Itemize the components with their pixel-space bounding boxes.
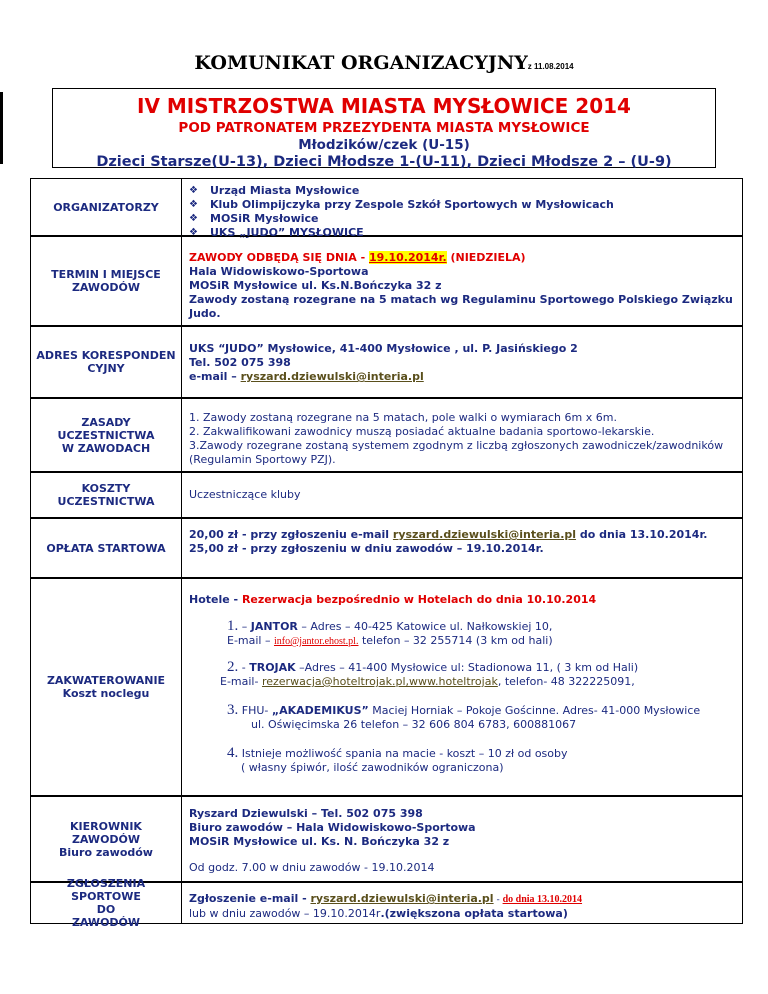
diamond-bullet-icon: ❖ [189, 227, 198, 238]
row-organizers [30, 178, 743, 239]
row-rules [30, 398, 743, 472]
row-accommodation [30, 578, 743, 796]
row-manager [30, 796, 743, 882]
manager-details: Ryszard Dziewulski – Tel. 502 075 398 Biuro zawodów – Hala Widowiskowo-Sportowa MOSiR Mysłowice ul. Ks. N. Bończyka 32 z Od godz. 7.00 w dniu zawodów - 19.10.2014 [189, 807, 476, 874]
heading-text: KOMUNIKAT ORGANIZACYJNY [194, 52, 528, 74]
email-link[interactable]: info@jantor.ehost.pl. [273, 636, 359, 647]
event-date: 19.10.2014r. [369, 251, 447, 264]
email-link[interactable]: rezerwacja@hoteltrojak.pl,www.hoteltrojak [261, 675, 498, 688]
organizers-list [189, 184, 734, 239]
diamond-bullet-icon: ❖ [189, 199, 198, 210]
row-costs [30, 472, 743, 518]
email-link[interactable]: ryszard.dziewulski@interia.pl [240, 370, 424, 383]
title-box [52, 88, 716, 168]
patronage-line: POD PATRONATEM PRZEZYDENTA MIASTA MYSŁOWICE [178, 120, 590, 136]
email-link[interactable]: ryszard.dziewulski@interia.pl [310, 892, 494, 905]
rules-label: ZASADY UCZESTNICTWA W ZAWODACH [31, 399, 182, 471]
email-link[interactable]: ryszard.dziewulski@interia.pl [392, 528, 577, 541]
list-item: ❖ Urząd Miasta Mysłowice [189, 184, 360, 197]
hotel-1: 1. – JANTOR – Adres – 40-425 Katowice ul. Nałkowskiej 10, E-mail – info@jantor.ehost.pl. telefon – 32 255714 (3 km od hali) [227, 618, 553, 647]
diamond-bullet-icon: ❖ [189, 185, 198, 196]
costs-value: Uczestniczące kluby [189, 488, 301, 501]
manager-label: KIEROWNIK ZAWODÓW Biuro zawodów [31, 797, 182, 881]
hotel-3: 3. FHU- „AKADEMIKUS” Maciej Horniak – Pokoje Gościnne. Adres- 41-000 Mysłowice ul. Oświęcimska 26 telefon – 32 606 804 6783, 600881067 [227, 702, 701, 731]
venue-label: TERMIN I MIEJSCE ZAWODÓW [31, 237, 182, 325]
venue-details: ZAWODY ODBĘDĄ SIĘ DNIA - 19.10.2014r. (NIEDZIELA) Hala Widowiskowo-Sportowa MOSiR Mysłowice ul. Ks.N.Bończyka 32 z Zawody zostaną rozegrane na 5 matach wg Regulaminu Sportowego Polskiego Związku Judo. [189, 251, 733, 320]
list-item: ❖ Klub Olimpijczyka przy Zespole Szkół Sportowych w Mysłowicach [189, 198, 614, 211]
row-venue [30, 236, 743, 326]
accommodation-label: ZAKWATEROWANIE Koszt noclegu [31, 579, 182, 795]
fee-details: 20,00 zł - przy zgłoszeniu e-mail ryszard.dziewulski@interia.pl do dnia 13.10.2014r. 25,00 zł - przy zgłoszeniu w dniu zawodów – 19.10.2014r. [189, 528, 708, 555]
list-item: ❖ MOSiR Mysłowice [189, 212, 319, 225]
hotel-4: 4. Istnieje możliwość spania na macie - koszt – 10 zł od osoby ( własny śpiwór, ilość zawodników ograniczona) [227, 745, 568, 774]
fee-label: OPŁATA STARTOWA [31, 519, 182, 577]
correspondence-label: ADRES KORESPONDENCYJNY [31, 327, 182, 397]
document-heading [0, 52, 768, 74]
category-line-1: Młodzików/czek (U-15) [298, 137, 470, 153]
row-fee [30, 518, 743, 578]
category-line-2: Dzieci Starsze(U-13), Dzieci Młodsze 1-(U-11), Dzieci Młodsze 2 – (U-9) [96, 154, 672, 170]
accommodation-details [189, 579, 734, 795]
row-registration [30, 877, 743, 929]
hotels-note: Hotele - Rezerwacja bezpośrednio w Hotelach do dnia 10.10.2014 [189, 593, 597, 606]
deadline-text: do dnia 13.10.2014 [502, 894, 583, 905]
list-item: ❖ UKS „JUDO” MYSŁOWICE [189, 226, 364, 239]
costs-label: KOSZTY UCZESTNICTWA [31, 473, 182, 517]
hotel-2: 2. - TROJAK –Adres – 41-400 Mysłowice ul: Stadionowa 11, ( 3 km od Hali) E-mail- rezerwacja@hoteltrojak.pl,www.hoteltrojak, telefon- 48 322225091, [220, 659, 639, 688]
rules-details: 1. Zawody zostaną rozegrane na 5 matach, pole walki o wymiarach 6m x 6m. 2. Zakwalifikowani zawodnicy muszą posiadać aktualne badania sportowo-lekarskie. 3.Zawody rozegrane zostaną systemem zgodnym z liczbą zgłoszonych zawodniczek/zawodników (Regulamin Sportowy PZJ). [189, 411, 724, 466]
organizers-label: ORGANIZATORZY [31, 179, 182, 235]
event-title: IV MISTRZOSTWA MIASTA MYSŁOWICE 2014 [137, 94, 631, 118]
correspondence-details: UKS “JUDO” Mysłowice, 41-400 Mysłowice , ul. P. Jasińskiego 2 Tel. 502 075 398 e-mail – ryszard.dziewulski@interia.pl [189, 342, 578, 383]
diamond-bullet-icon: ❖ [189, 213, 198, 224]
heading-date: z 11.08.2014 [527, 62, 574, 71]
row-correspondence [30, 326, 743, 398]
registration-label: ZGŁOSZENIA SPORTOWE DO ZAWODÓW [31, 883, 182, 923]
margin-bar [0, 92, 3, 164]
registration-details: Zgłoszenie e-mail - ryszard.dziewulski@interia.pl - do dnia 13.10.2014 lub w dniu zawodów – 19.10.2014r.(zwiększona opłata startowa) [189, 892, 583, 920]
